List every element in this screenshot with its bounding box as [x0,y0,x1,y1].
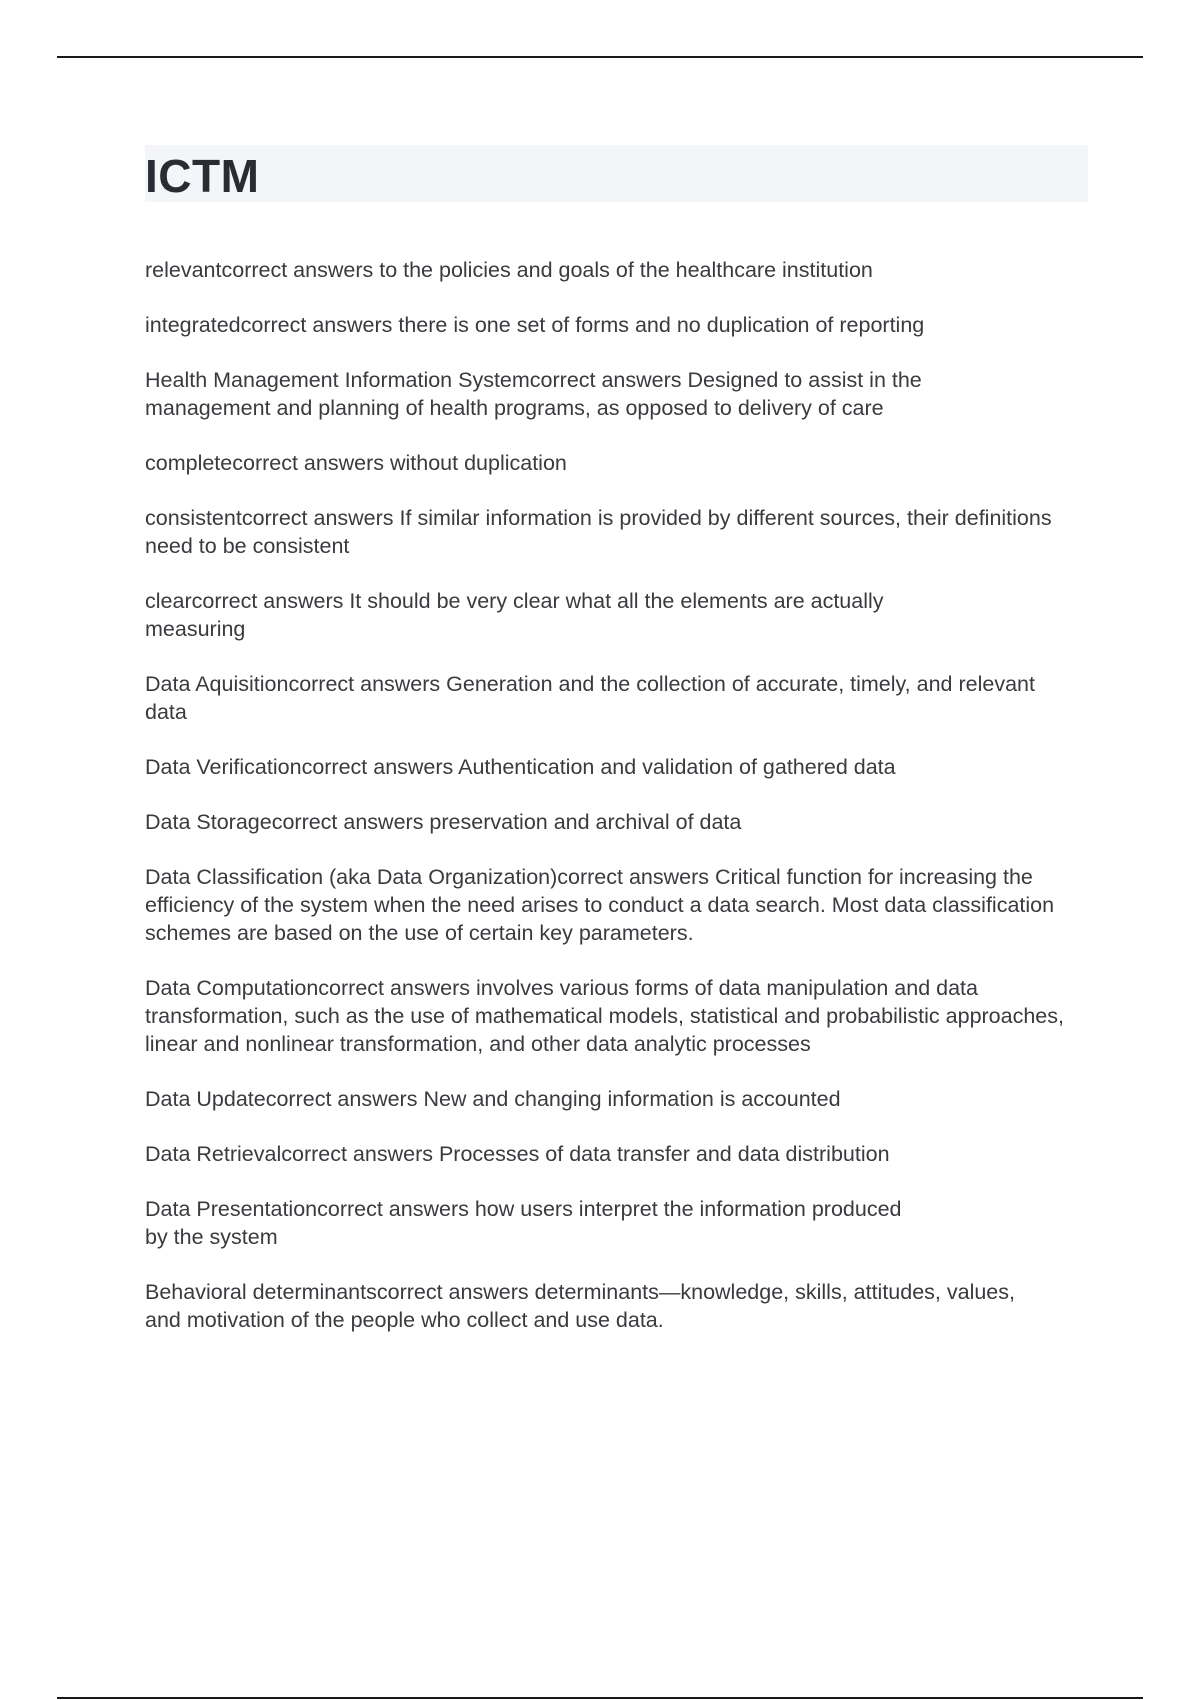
entry-definition: Processes of data transfer and data distribution [432,1142,890,1166]
entry-term: consistent [145,506,242,530]
entry-term: Data Aquisition [145,672,289,696]
entry-definition: Generation and the collection of accurate, timely, and relevant data [145,672,1035,724]
list-item [145,256,1088,284]
entry-marker: correct answers [271,810,424,834]
entry-term: Data Storage [145,810,272,834]
list-item [145,1140,1088,1168]
entry-marker: correct answers [240,313,393,337]
list-item [145,974,1088,1058]
entry-term: Data Classification (aka Data Organization) [145,865,558,889]
list-item [145,366,975,422]
document-title: ICTM [145,149,260,202]
list-item [145,1278,1088,1334]
list-item [145,504,1088,560]
title-banner [145,145,1088,202]
document-body [145,145,1088,1361]
entry-marker: correct answers [557,865,710,889]
list-item [145,808,1088,836]
entry-definition: New and changing information is accounted [417,1087,841,1111]
entry-marker: correct answers [241,506,394,530]
entry-definition: If similar information is provided by different sources, their definitions need to be consistent [145,506,1052,558]
entry-marker: correct answers [301,755,454,779]
entry-term: integrated [145,313,241,337]
entry-definition: involves various forms of data manipulation and data transformation, such as the use of mathematical models, statistical and probabilistic approaches, linear and nonlinear transformation, and other data analytic processes [145,976,1064,1056]
entry-term: Data Computation [145,976,319,1000]
entry-definition: to the policies and goals of the healthcare institution [373,258,873,282]
list-item [145,753,1088,781]
list-item [145,1085,1088,1113]
entry-marker: correct answers [221,258,374,282]
entry-definition: determinants—knowledge, skills, attitudes, values, and motivation of the people who collect and use data. [145,1280,1015,1332]
list-item [145,670,1088,726]
entry-term: Data Presentation [145,1197,318,1221]
entry-marker: correct answers [232,451,384,475]
list-item [145,587,975,643]
entry-marker: correct answers [529,368,682,392]
entry-definition: It should be very clear what all the elements are actually measuring [145,589,884,641]
entry-term: complete [145,451,233,475]
entry-marker: correct answers [288,672,441,696]
entry-term: Data Retrieval [145,1142,282,1166]
entry-marker: correct answers [317,1197,469,1221]
entry-definition: Designed to assist in the management and planning of health programs, as opposed to delivery of care [145,368,922,420]
list-item [145,863,1088,947]
entry-definition: Authentication and validation of gathered data [453,755,896,779]
entry-definition: preservation and archival of data [423,810,742,834]
list-item [145,449,1088,477]
entry-term: Behavioral determinants [145,1280,377,1304]
entry-definition: Critical function for increasing the efficiency of the system when the need arises to conduct a data search. Most data classification schemes are based on the use of certain key parameters. [145,865,1055,945]
entry-marker: correct answers [376,1280,529,1304]
top-rule [57,56,1143,58]
list-item [145,311,925,339]
list-item [145,1195,925,1251]
entry-term: clear [145,589,192,613]
entry-marker: correct answers [318,976,471,1000]
flashcard-list [145,256,1088,1334]
entry-definition: how users interpret the information produced by the system [145,1197,902,1249]
entry-marker: correct answers [281,1142,433,1166]
entry-marker: correct answers [191,589,344,613]
entry-definition: there is one set of forms and no duplication of reporting [392,313,925,337]
entry-term: Data Update [145,1087,266,1111]
entry-marker: correct answers [265,1087,418,1111]
entry-term: relevant [145,258,222,282]
entry-definition: without duplication [384,451,567,475]
entry-term: Data Verification [145,755,302,779]
bottom-rule [57,1697,1143,1699]
entry-term: Health Management Information System [145,368,530,392]
